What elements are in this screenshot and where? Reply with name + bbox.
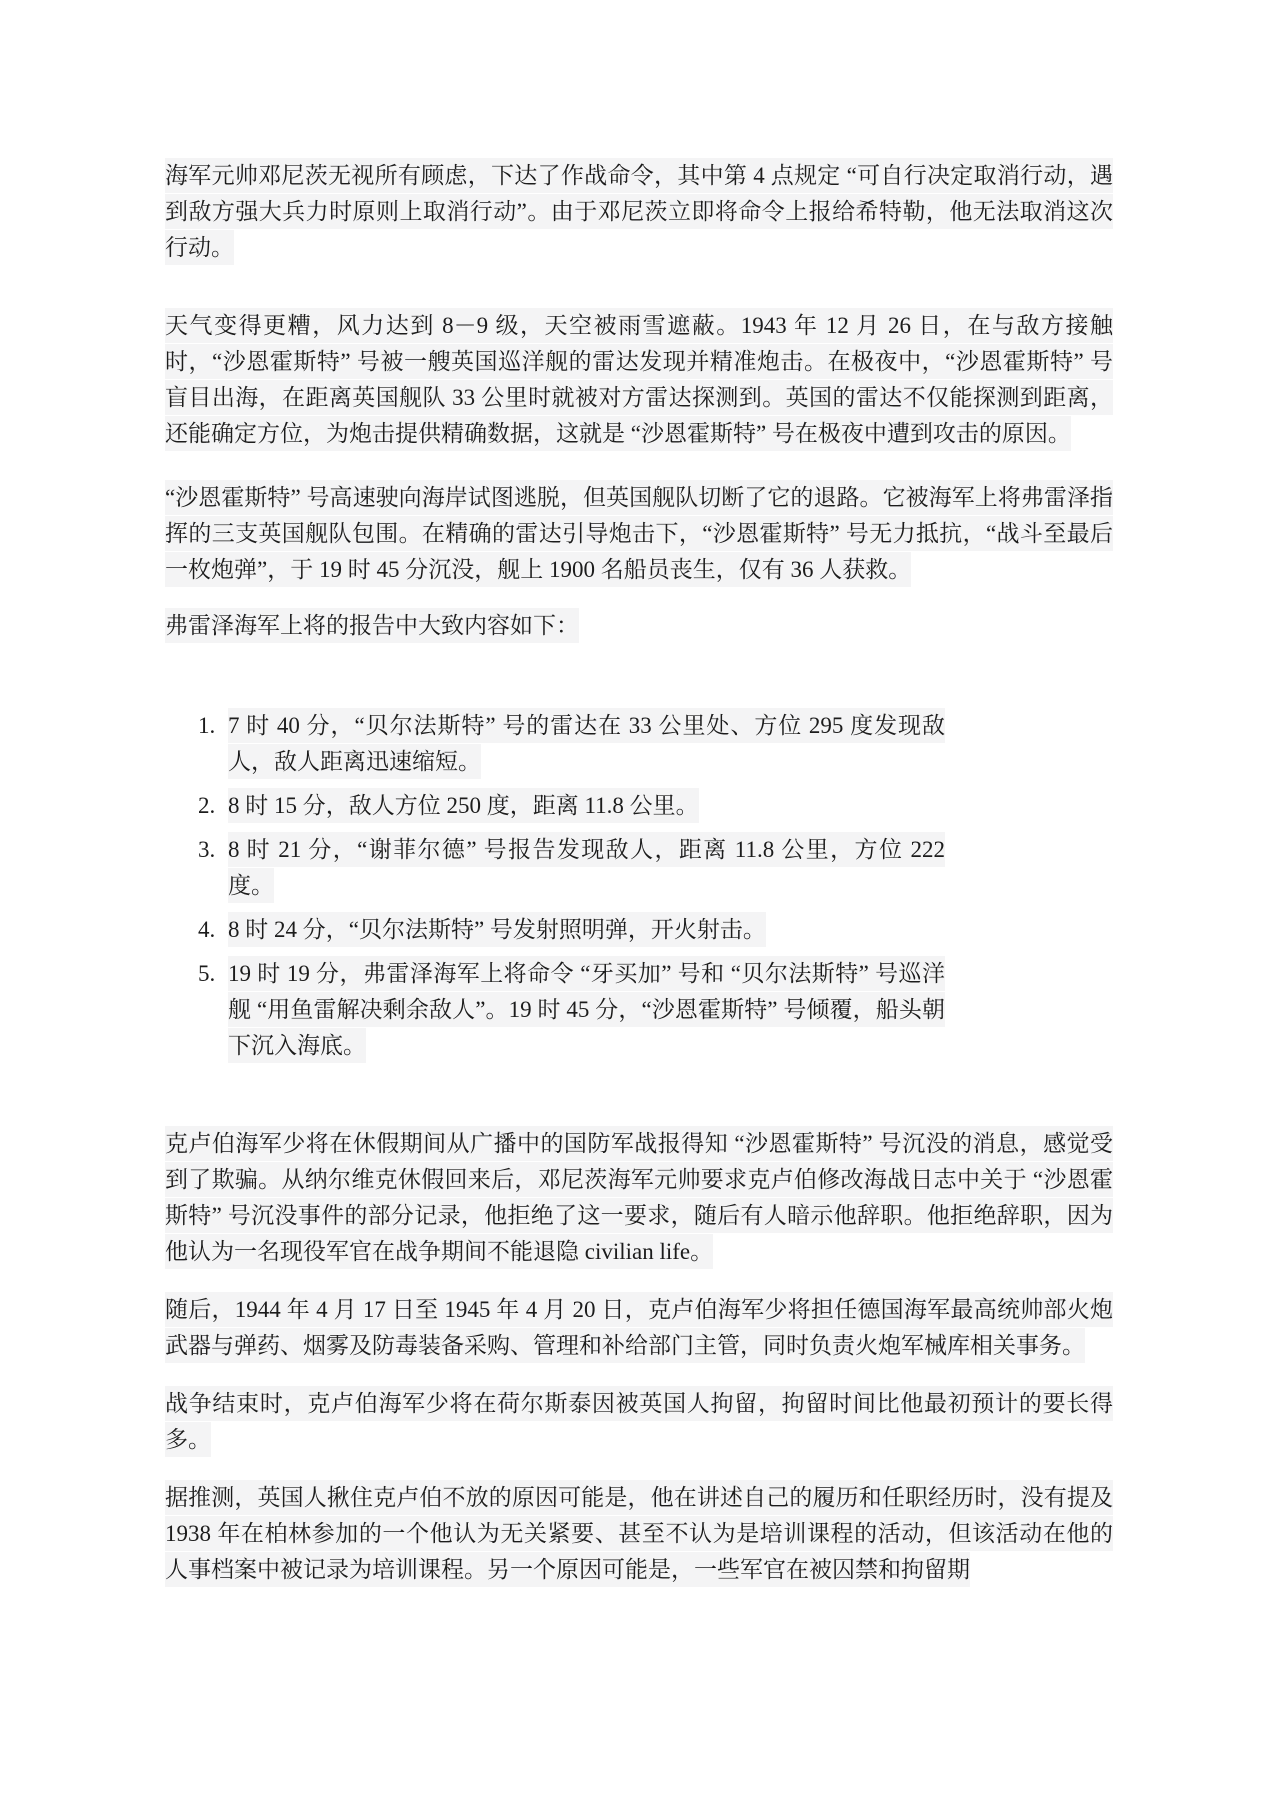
paragraph-text: 克卢伯海军少将在休假期间从广播中的国防军战报得知 “沙恩霍斯特” 号沉没的消息，感觉受到了欺骗。从纳尔维克休假回来后，邓尼茨海军元帅要求克卢伯修改海战日志中关于 “沙恩霍斯特” 号沉没事件的部分记录，他拒绝了这一要求，随后有人暗示他辞职。他拒绝辞职，因为他认为一名现役军官在战争期间不能退隐 civilian life。 [165,1126,1113,1269]
paragraph-doenitz-order [165,158,1113,266]
paragraph-text: 据推测，英国人揪住克卢伯不放的原因可能是，他在讲述自己的履历和任职经历时，没有提及 1938 年在柏林参加的一个他认为无关紧要、甚至不认为是培训课程的活动，但该活动在他的人事档案中被记录为培训课程。另一个原因可能是，一些军官在被囚禁和拘留期 [165,1480,1113,1587]
report-list-item-5 [165,956,945,1064]
list-item-number: 1. [198,713,216,738]
fraser-report-list [165,708,945,1064]
report-list-item-3 [165,832,945,904]
paragraph-text: 海军元帅邓尼茨无视所有顾虑，下达了作战命令，其中第 4 点规定 “可自行决定取消行动，遇到敌方强大兵力时原则上取消行动”。由于邓尼茨立即将命令上报给希特勒，他无法取消这次行动。 [165,158,1113,265]
paragraph-text: 战争结束时，克卢伯海军少将在荷尔斯泰因被英国人拘留，拘留时间比他最初预计的要长得多。 [165,1386,1113,1457]
list-item-number: 2. [198,793,216,818]
paragraph-weather-radar-detection [165,308,1113,452]
paragraph-detention-reasons [165,1480,1113,1588]
list-item-number: 4. [198,917,216,942]
paragraph-fraser-report-intro [165,608,1113,644]
list-item-text: 8 时 15 分，敌人方位 250 度，距离 11.8 公里。 [228,788,699,823]
paragraph-text: 天气变得更糟，风力达到 8－9 级，天空被雨雪遮蔽。1943 年 12 月 26 日，在与敌方接触时，“沙恩霍斯特” 号被一艘英国巡洋舰的雷达发现并精准炮击。在极夜中，“沙恩霍斯特” 号盲目出海，在距离英国舰队 33 公里时就被对方雷达探测到。英国的雷达不仅能探测到距离，还能确定方位，为炮击提供精确数据，这就是 “沙恩霍斯特” 号在极夜中遭到攻击的原因。 [165,308,1113,451]
document-content [165,158,1113,1588]
report-list-item-2 [165,788,945,824]
list-item-number: 5. [198,961,216,986]
list-item-text: 8 时 24 分，“贝尔法斯特” 号发射照明弹，开火射击。 [228,912,766,947]
report-list-item-1 [165,708,945,780]
paragraph-text: 随后，1944 年 4 月 17 日至 1945 年 4 月 20 日，克卢伯海军少将担任德国海军最高统帅部火炮武器与弹药、烟雾及防毒装备采购、管理和补给部门主管，同时负责火炮军械库相关事务。 [165,1292,1113,1363]
paragraph-klueber-learns-news [165,1126,1113,1270]
list-item-text: 7 时 40 分，“贝尔法斯特” 号的雷达在 33 公里处、方位 295 度发现敌人，敌人距离迅速缩短。 [228,708,945,779]
paragraph-klueber-detention [165,1386,1113,1458]
paragraph-klueber-new-post [165,1292,1113,1364]
list-item-text: 8 时 21 分，“谢菲尔德” 号报告发现敌人，距离 11.8 公里，方位 222 度。 [228,832,945,903]
paragraph-scharnhorst-sinking [165,480,1113,588]
list-item-number: 3. [198,837,216,862]
paragraph-text: 弗雷泽海军上将的报告中大致内容如下： [165,608,579,643]
paragraph-text: “沙恩霍斯特” 号高速驶向海岸试图逃脱，但英国舰队切断了它的退路。它被海军上将弗雷泽指挥的三支英国舰队包围。在精确的雷达引导炮击下，“沙恩霍斯特” 号无力抵抗，“战斗至最后一枚炮弹”，于 19 时 45 分沉没，舰上 1900 名船员丧生，仅有 36 人获救。 [165,480,1113,587]
report-list-item-4 [165,912,945,948]
list-item-text: 19 时 19 分，弗雷泽海军上将命令 “牙买加” 号和 “贝尔法斯特” 号巡洋舰 “用鱼雷解决剩余敌人”。19 时 45 分，“沙恩霍斯特” 号倾覆，船头朝下沉入海底。 [228,956,945,1063]
